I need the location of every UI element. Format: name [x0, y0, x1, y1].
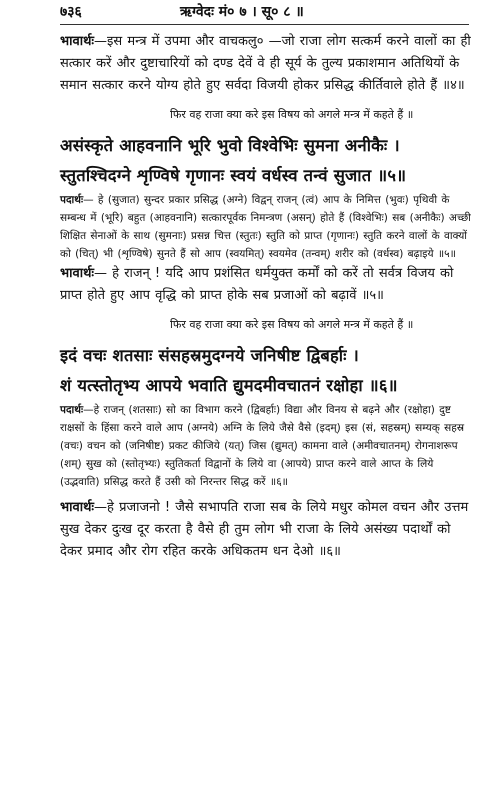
bhavarth-label: भावार्थः — [60, 34, 95, 49]
bhavarth-6 — [60, 497, 475, 563]
padarth-text: —हे राजन् (शतसाः) सो का विभाग करने (द्विबर्हाः) विद्या और विनय से बढ़ने और (रक्षोहा) दुष्ट राक्षसों के हिंसा करने वाले आप (अग्नये) अग्नि के लिये जैसे वैसे (इदम्) इस (सं, सहस्रम्) सम्यक् सहस्र (वचः) वचन को (जनिषीष्ट) प्रकट कीजिये (यत्) जिस (द्युमत्) कामना वाले (अमीवचातनम्) रोगनाशरूप (शम्) सुख को (स्तोतृभ्यः) स्तुतिकर्ता विद्वानों के लिये वा (आपये) प्राप्त करने वाले आप्त के लिये (उद्भवाति) प्रसिद्ध करते हैं उसी को निरन्तर सिद्ध करें ॥६॥ — [60, 404, 465, 488]
mantra-intro: फिर वह राजा क्या करे इस विषय को अगले मन्त्र में कहते हैं ॥ — [170, 318, 414, 331]
mantra-line: शं यत्स्तोतृभ्य आपये भवाति द्युमदमीवचातनं रक्षोहा ॥६॥ — [60, 376, 398, 395]
padarth-5 — [60, 191, 475, 263]
page-number: ७३६ — [60, 4, 82, 20]
padarth-text: — हे (सुजात) सुन्दर प्रकार प्रसिद्ध (अग्ने) विद्वन् राजन् (त्वं) आप के निमित्त (भुवः) पृथिवी के सम्बन्ध में (भूरि) बहुत (आहवनानि) सत्कारपूर्वक निमन्त्रण (असन्) होते हैं (विश्वेभिः) सब (अनीकैः) अच्छी शिक्षित सेनाओं के साथ (सुमनाः) प्रसन्न चित्त (स्तुतः) स्तुति को प्राप्त (गृणानः) स्तुति करने वालों के वाक्यों को (चित्) भी (शृण्विषे) सुनते हैं सो आप (स्वयमित्) स्वयमेव (तन्वम्) शरीर को (वर्धस्व) बढ़ाइये ॥५॥ — [60, 194, 471, 260]
page-header — [60, 0, 469, 25]
bhavarth-label: भावार्थः — [60, 500, 95, 515]
bhavarth-label: भावार्थः — [60, 266, 95, 281]
mantra-intro: फिर वह राजा क्या करे इस विषय को अगले मन्त्र में कहते हैं ॥ — [170, 108, 414, 121]
mantra-line: असंस्कृते आहवनानि भूरि भुवो विश्वेभिः सुमना अनीकैः । — [60, 136, 400, 155]
bhavarth-text: — हे राजन् ! यदि आप प्रशंसित धर्मयुक्त कर्मों को करें तो सर्वत्र विजय को प्राप्त होते हुए आप वृद्धि को प्राप्त होके सब प्रजाओं को बढ़ावें ॥५॥ — [60, 266, 454, 303]
bhavarth-4 — [60, 31, 475, 97]
padarth-6 — [60, 401, 475, 491]
mantra-line: स्तुतश्चिदग्ने शृण्विषे गृणानः स्वयं वर्धस्व तन्वं सुजात ॥५॥ — [60, 166, 407, 185]
padarth-label: पदार्थः — [60, 404, 84, 416]
mantra-line: इदं वचः शतसाः संसहस्रमुदग्नये जनिषीष्ट द्विबर्हाः । — [60, 346, 360, 365]
padarth-label: पदार्थः — [60, 194, 84, 206]
running-title: ऋग्वेदः मं० ७ । सू० ८ ॥ — [180, 4, 304, 20]
bhavarth-text: —हे प्रजाजनो ! जैसे सभापति राजा सब के लिये मधुर कोमल वचन और उत्तम सुख देकर दुःख दूर करता है वैसे ही तुम लोग भी राजा के लिये असंख्य पदार्थों को देकर प्रमाद और रोग रहित करके अधिकतम धन देओ ॥६॥ — [60, 500, 469, 559]
bhavarth-text: —इस मन्त्र में उपमा और वाचकलु० —जो राजा लोग सत्कर्म करने वालों का ही सत्कार करें और दुष्टाचारियों को दण्ड देवें वे ही सूर्य के तुल्य प्रकाशमान अतिथियों के समान सत्कार करने योग्य होते हुए सर्वदा विजयी होकर प्रसिद्ध कीर्तिवाले होते हैं ॥४॥ — [60, 34, 471, 93]
bhavarth-5 — [60, 263, 475, 307]
